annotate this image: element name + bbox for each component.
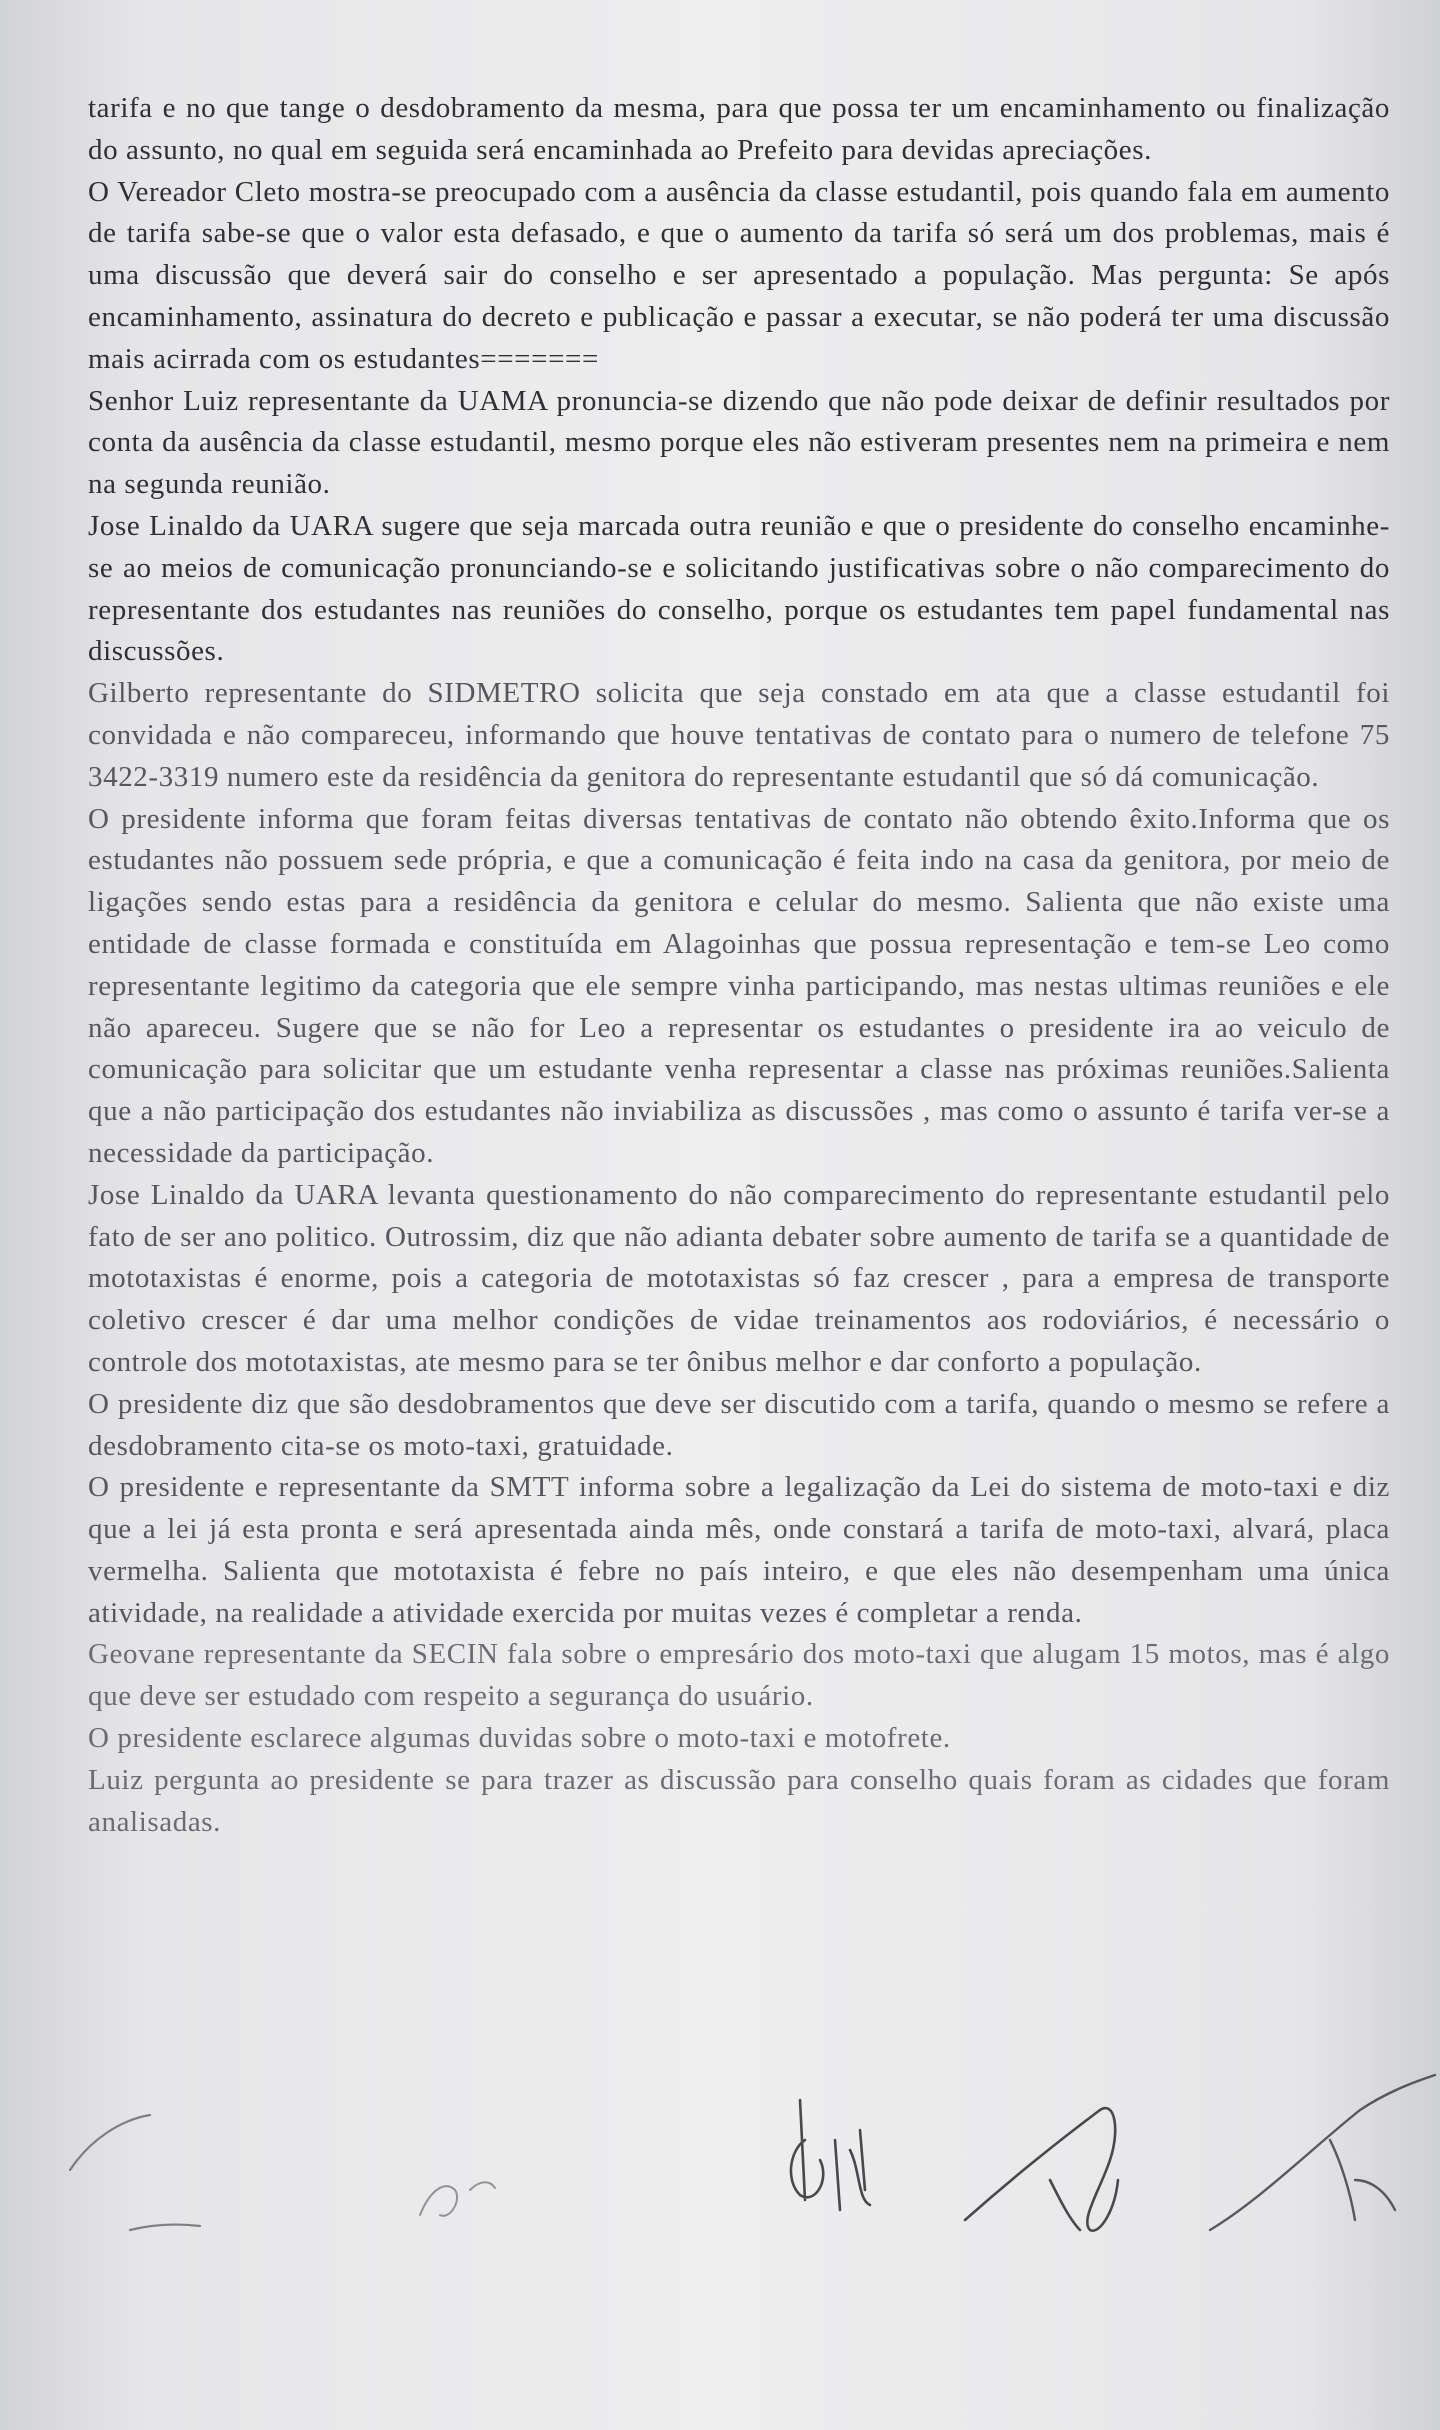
paragraph-2: O Vereador Cleto mostra-se preocupado com a ausência da classe estudantil, pois quando fala em aumento de tarifa sabe-se que o valor esta defasado, e que o aumento da tarifa só será um dos problemas, mais é uma discussão que deverá sair do conselho e ser apresentado a população. Mas pergunta: Se após encaminhamento, assinatura do decreto e publicação e passar a executar, se não poderá ter uma discussão mais acirrada com os estudantes======= xyxy=(88,175,1390,375)
paragraph-11: O presidente esclarece algumas duvidas sobre o moto-taxi e motofrete. xyxy=(88,1722,951,1755)
paragraph-8: O presidente diz que são desdobramentos que deve ser discutido com a tarifa, quando o mesmo se refere a desdobramento cita-se os moto-taxi, gratuidade. xyxy=(88,1387,1390,1462)
paragraph-9: O presidente e representante da SMTT informa sobre a legalização da Lei do sistema de moto-taxi e diz que a lei já esta pronta e será apresentada ainda mês, onde constará a tarifa de moto-taxi, alvará, placa vermelha. Salienta que mototaxista é febre no país inteiro, e que eles não desempenham uma única atividade, na realidade a atividade exercida por muitas vezes é completar a renda. xyxy=(88,1471,1390,1629)
paragraph-4: Jose Linaldo da UARA sugere que seja marcada outra reunião e que o presidente do conselho encaminhe-se ao meios de comunicação pronunciando-se e solicitando justificativas sobre o não comparecimento do representante dos estudantes nas reuniões do conselho, porque os estudantes tem papel fundamental nas discussões. xyxy=(88,509,1390,668)
signature-2 xyxy=(420,2182,495,2216)
signature-5 xyxy=(1210,2075,1435,2230)
paragraph-12: Luiz pergunta ao presidente se para trazer as discussão para conselho quais foram as cidades que foram analisadas. xyxy=(88,1763,1390,1838)
paragraph-1: tarifa e no que tange o desdobramento da mesma, para que possa ter um encaminhamento ou finalização do assunto, no qual em seguida será encaminhada ao Prefeito para devidas apreciações. xyxy=(88,92,1390,166)
paragraph-5: Gilberto representante do SIDMETRO solicita que seja constado em ata que a classe estudantil foi convidada e não compareceu, informando que houve tentativas de contato para o numero de telefone 75 3422-3319 numero este da residência da genitora do representante estudantil que só dá comunicação. xyxy=(88,677,1390,793)
signature-3 xyxy=(791,2100,870,2210)
signature-area xyxy=(0,2030,1440,2280)
minutes-text xyxy=(88,88,1390,1843)
signature-4 xyxy=(965,2108,1118,2231)
paragraph-10: Geovane representante da SECIN fala sobre o empresário dos moto-taxi que alugam 15 motos, mas é algo que deve ser estudado com respeito a segurança do usuário. xyxy=(88,1638,1390,1713)
signature-1 xyxy=(70,2115,200,2230)
paragraph-7: Jose Linaldo da UARA levanta questionamento do não comparecimento do representante estudantil pelo fato de ser ano politico. Outrossim, diz que não adianta debater sobre aumento de tarifa se a quantidade de mototaxistas é enorme, pois a categoria de mototaxistas só faz crescer , para a empresa de transporte coletivo crescer é dar uma melhor condições de vidae treinamentos aos rodoviários, é necessário o controle dos mototaxistas, ate mesmo para se ter ônibus melhor e dar conforto a população. xyxy=(88,1178,1390,1378)
paragraph-6: O presidente informa que foram feitas diversas tentativas de contato não obtendo êxito.Informa que os estudantes não possuem sede própria, e que a comunicação é feita indo na casa da genitora, por meio de ligações sendo estas para a residência da genitora e celular do mesmo. Salienta que não existe uma entidade de classe formada e constituída em Alagoinhas que possua representação e tem-se Leo como representante legitimo da categoria que ele sempre vinha participando, mas nestas ultimas reuniões e ele não apareceu. Sugere que se não for Leo a representar os estudantes o presidente ira ao veiculo de comunicação para solicitar que um estudante venha representar a classe nas próximas reuniões.Salienta que a não participação dos estudantes não inviabiliza as discussões , mas como o assunto é tarifa ver-se a necessidade da participação. xyxy=(88,802,1390,1169)
paragraph-3: Senhor Luiz representante da UAMA pronuncia-se dizendo que não pode deixar de definir resultados por conta da ausência da classe estudantil, mesmo porque eles não estiveram presentes nem na primeira e nem na segunda reunião. xyxy=(88,384,1390,501)
